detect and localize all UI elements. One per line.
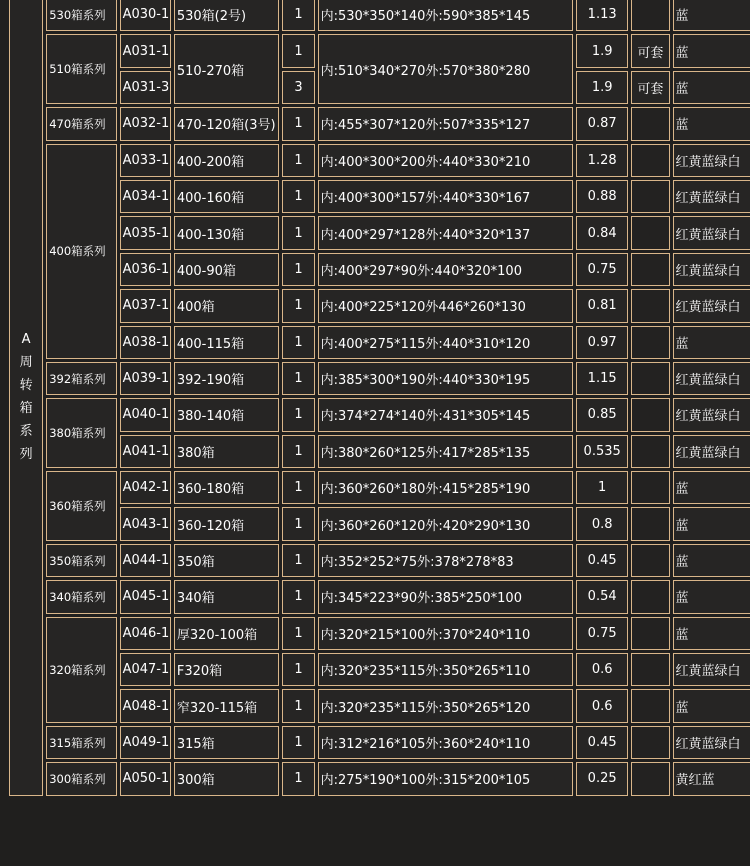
weight-cell: 0.25 xyxy=(576,762,628,795)
note-cell xyxy=(631,544,669,577)
table-row xyxy=(9,471,750,504)
table-row xyxy=(9,544,750,577)
name-cell: 400-90箱 xyxy=(174,253,280,286)
name-cell: 470-120箱(3号) xyxy=(174,107,280,140)
series-cell: 360箱系列 xyxy=(46,471,116,541)
table-row xyxy=(9,216,750,249)
weight-cell: 0.97 xyxy=(576,326,628,359)
weight-cell: 0.6 xyxy=(576,689,628,722)
category-label-char: A xyxy=(21,331,31,347)
name-cell: 400-160箱 xyxy=(174,180,280,213)
qty-cell: 1 xyxy=(282,471,314,504)
table-row xyxy=(9,435,750,468)
qty-cell: 1 xyxy=(282,34,314,67)
weight-cell: 0.6 xyxy=(576,653,628,686)
dims-cell: 内:374*274*140外:431*305*145 xyxy=(318,398,573,431)
code-cell: A040-1 xyxy=(120,398,171,431)
code-cell: A050-1 xyxy=(120,762,171,795)
code-cell: A036-1 xyxy=(120,253,171,286)
table-body xyxy=(9,0,750,796)
dims-cell: 内:275*190*100外:315*200*105 xyxy=(318,762,573,795)
code-cell: A043-1 xyxy=(120,507,171,540)
dims-cell: 内:320*235*115外:350*265*120 xyxy=(318,689,573,722)
table-row xyxy=(9,507,750,540)
series-cell: 300箱系列 xyxy=(46,762,116,795)
dims-cell: 内:400*300*157外:440*330*167 xyxy=(318,180,573,213)
name-cell: 窄320-115箱 xyxy=(174,689,280,722)
code-cell: A044-1 xyxy=(120,544,171,577)
note-cell xyxy=(631,362,669,395)
name-cell: 350箱 xyxy=(174,544,280,577)
colors-cell: 蓝 xyxy=(673,580,750,613)
qty-cell: 1 xyxy=(282,617,314,650)
note-cell xyxy=(631,471,669,504)
note-cell xyxy=(631,762,669,795)
note-cell xyxy=(631,726,669,759)
qty-cell: 1 xyxy=(282,362,314,395)
table-row xyxy=(9,326,750,359)
dims-cell: 内:400*300*200外:440*330*210 xyxy=(318,144,573,177)
note-cell xyxy=(631,653,669,686)
code-cell: A048-1 xyxy=(120,689,171,722)
colors-cell: 红黄蓝绿白 xyxy=(673,144,750,177)
note-cell xyxy=(631,216,669,249)
weight-cell: 0.75 xyxy=(576,617,628,650)
table-row xyxy=(9,253,750,286)
colors-cell: 红黄蓝绿白 xyxy=(673,362,750,395)
code-cell: A037-1 xyxy=(120,289,171,322)
code-cell: A030-1 xyxy=(120,0,171,31)
note-cell xyxy=(631,580,669,613)
qty-cell: 1 xyxy=(282,144,314,177)
series-cell: 315箱系列 xyxy=(46,726,116,759)
category-label-char: 转 xyxy=(19,377,33,393)
code-cell: A038-1 xyxy=(120,326,171,359)
colors-cell: 蓝 xyxy=(673,471,750,504)
colors-cell: 红黄蓝绿白 xyxy=(673,653,750,686)
code-cell: A046-1 xyxy=(120,617,171,650)
code-cell: A034-1 xyxy=(120,180,171,213)
colors-cell: 黄红蓝 xyxy=(673,762,750,795)
name-cell: 400-130箱 xyxy=(174,216,280,249)
qty-cell: 3 xyxy=(282,71,314,104)
note-cell xyxy=(631,289,669,322)
qty-cell: 1 xyxy=(282,253,314,286)
colors-cell: 红黄蓝绿白 xyxy=(673,216,750,249)
note-cell: 可套 xyxy=(631,71,669,104)
category-label-char: 列 xyxy=(19,446,33,462)
weight-cell: 0.45 xyxy=(576,544,628,577)
qty-cell: 1 xyxy=(282,689,314,722)
series-cell: 380箱系列 xyxy=(46,398,116,468)
weight-cell: 0.45 xyxy=(576,726,628,759)
colors-cell: 红黄蓝绿白 xyxy=(673,253,750,286)
name-cell: 360-120箱 xyxy=(174,507,280,540)
weight-cell: 0.87 xyxy=(576,107,628,140)
weight-cell: 0.8 xyxy=(576,507,628,540)
qty-cell: 1 xyxy=(282,507,314,540)
table-row xyxy=(9,689,750,722)
note-cell xyxy=(631,398,669,431)
colors-cell: 蓝 xyxy=(673,544,750,577)
category-label-char: 系 xyxy=(19,423,33,439)
name-cell: 360-180箱 xyxy=(174,471,280,504)
dims-cell: 内:360*260*180外:415*285*190 xyxy=(318,471,573,504)
code-cell: A045-1 xyxy=(120,580,171,613)
qty-cell: 1 xyxy=(282,544,314,577)
name-cell: 340箱 xyxy=(174,580,280,613)
weight-cell: 1.13 xyxy=(576,0,628,31)
weight-cell: 1.28 xyxy=(576,144,628,177)
code-cell: A041-1 xyxy=(120,435,171,468)
weight-cell: 0.535 xyxy=(576,435,628,468)
dims-cell: 内:320*235*115外:350*265*110 xyxy=(318,653,573,686)
note-cell xyxy=(631,144,669,177)
name-cell: 400-115箱 xyxy=(174,326,280,359)
name-cell: F320箱 xyxy=(174,653,280,686)
qty-cell: 1 xyxy=(282,107,314,140)
dims-cell: 内:400*275*115外:440*310*120 xyxy=(318,326,573,359)
qty-cell: 1 xyxy=(282,726,314,759)
qty-cell: 1 xyxy=(282,180,314,213)
weight-cell: 1 xyxy=(576,471,628,504)
code-cell: A031-3 xyxy=(120,71,171,104)
table-row xyxy=(9,144,750,177)
table-row xyxy=(9,0,750,31)
weight-cell: 1.9 xyxy=(576,71,628,104)
series-cell: 350箱系列 xyxy=(46,544,116,577)
note-cell xyxy=(631,435,669,468)
colors-cell: 红黄蓝绿白 xyxy=(673,435,750,468)
dims-cell: 内:530*350*140外:590*385*145 xyxy=(318,0,573,31)
table-row xyxy=(9,726,750,759)
code-cell: A032-1 xyxy=(120,107,171,140)
colors-cell: 蓝 xyxy=(673,326,750,359)
dims-cell: 内:400*297*90外:440*320*100 xyxy=(318,253,573,286)
code-cell: A035-1 xyxy=(120,216,171,249)
colors-cell: 蓝 xyxy=(673,71,750,104)
name-cell: 510-270箱 xyxy=(174,34,280,104)
name-cell: 315箱 xyxy=(174,726,280,759)
code-cell: A042-1 xyxy=(120,471,171,504)
note-cell xyxy=(631,617,669,650)
colors-cell: 蓝 xyxy=(673,0,750,31)
colors-cell: 蓝 xyxy=(673,34,750,67)
code-cell: A049-1 xyxy=(120,726,171,759)
dims-cell: 内:510*340*270外:570*380*280 xyxy=(318,34,573,104)
category-label-char: 箱 xyxy=(19,400,33,416)
dims-cell: 内:385*300*190外:440*330*195 xyxy=(318,362,573,395)
qty-cell: 1 xyxy=(282,580,314,613)
series-cell: 470箱系列 xyxy=(46,107,116,140)
qty-cell: 1 xyxy=(282,762,314,795)
name-cell: 厚320-100箱 xyxy=(174,617,280,650)
series-cell: 340箱系列 xyxy=(46,580,116,613)
weight-cell: 0.81 xyxy=(576,289,628,322)
name-cell: 392-190箱 xyxy=(174,362,280,395)
colors-cell: 蓝 xyxy=(673,507,750,540)
qty-cell: 1 xyxy=(282,326,314,359)
name-cell: 300箱 xyxy=(174,762,280,795)
weight-cell: 0.85 xyxy=(576,398,628,431)
code-cell: A031-1 xyxy=(120,34,171,67)
dims-cell: 内:380*260*125外:417*285*135 xyxy=(318,435,573,468)
note-cell xyxy=(631,0,669,31)
name-cell: 380箱 xyxy=(174,435,280,468)
code-cell: A033-1 xyxy=(120,144,171,177)
weight-cell: 0.54 xyxy=(576,580,628,613)
table-row xyxy=(9,762,750,795)
colors-cell: 蓝 xyxy=(673,617,750,650)
table-row xyxy=(9,580,750,613)
product-spec-table xyxy=(6,0,750,799)
code-cell: A047-1 xyxy=(120,653,171,686)
dims-cell: 内:400*225*120外446*260*130 xyxy=(318,289,573,322)
note-cell xyxy=(631,507,669,540)
qty-cell: 1 xyxy=(282,0,314,31)
dims-cell: 内:320*215*100外:370*240*110 xyxy=(318,617,573,650)
category-label-char: 周 xyxy=(19,354,33,370)
colors-cell: 红黄蓝绿白 xyxy=(673,180,750,213)
dims-cell: 内:455*307*120外:507*335*127 xyxy=(318,107,573,140)
name-cell: 380-140箱 xyxy=(174,398,280,431)
table-row xyxy=(9,180,750,213)
series-cell: 392箱系列 xyxy=(46,362,116,395)
weight-cell: 1.15 xyxy=(576,362,628,395)
series-cell: 510箱系列 xyxy=(46,34,116,104)
series-cell: 530箱系列 xyxy=(46,0,116,31)
weight-cell: 0.84 xyxy=(576,216,628,249)
note-cell xyxy=(631,689,669,722)
code-cell: A039-1 xyxy=(120,362,171,395)
qty-cell: 1 xyxy=(282,435,314,468)
colors-cell: 蓝 xyxy=(673,689,750,722)
colors-cell: 蓝 xyxy=(673,107,750,140)
dims-cell: 内:312*216*105外:360*240*110 xyxy=(318,726,573,759)
category-label-cell xyxy=(9,0,43,796)
table-row xyxy=(9,362,750,395)
colors-cell: 红黄蓝绿白 xyxy=(673,289,750,322)
note-cell xyxy=(631,107,669,140)
table-row xyxy=(9,289,750,322)
table-row xyxy=(9,398,750,431)
dims-cell: 内:360*260*120外:420*290*130 xyxy=(318,507,573,540)
weight-cell: 0.88 xyxy=(576,180,628,213)
table-row xyxy=(9,653,750,686)
weight-cell: 1.9 xyxy=(576,34,628,67)
series-cell: 320箱系列 xyxy=(46,617,116,723)
qty-cell: 1 xyxy=(282,653,314,686)
note-cell xyxy=(631,180,669,213)
dims-cell: 内:345*223*90外:385*250*100 xyxy=(318,580,573,613)
series-cell: 400箱系列 xyxy=(46,144,116,359)
name-cell: 400-200箱 xyxy=(174,144,280,177)
name-cell: 530箱(2号) xyxy=(174,0,280,31)
dims-cell: 内:400*297*128外:440*320*137 xyxy=(318,216,573,249)
note-cell: 可套 xyxy=(631,34,669,67)
weight-cell: 0.75 xyxy=(576,253,628,286)
table-row xyxy=(9,34,750,67)
qty-cell: 1 xyxy=(282,216,314,249)
table-row xyxy=(9,617,750,650)
note-cell xyxy=(631,326,669,359)
note-cell xyxy=(631,253,669,286)
dims-cell: 内:352*252*75外:378*278*83 xyxy=(318,544,573,577)
qty-cell: 1 xyxy=(282,398,314,431)
colors-cell: 红黄蓝绿白 xyxy=(673,726,750,759)
colors-cell: 红黄蓝绿白 xyxy=(673,398,750,431)
name-cell: 400箱 xyxy=(174,289,280,322)
qty-cell: 1 xyxy=(282,289,314,322)
table-row xyxy=(9,107,750,140)
